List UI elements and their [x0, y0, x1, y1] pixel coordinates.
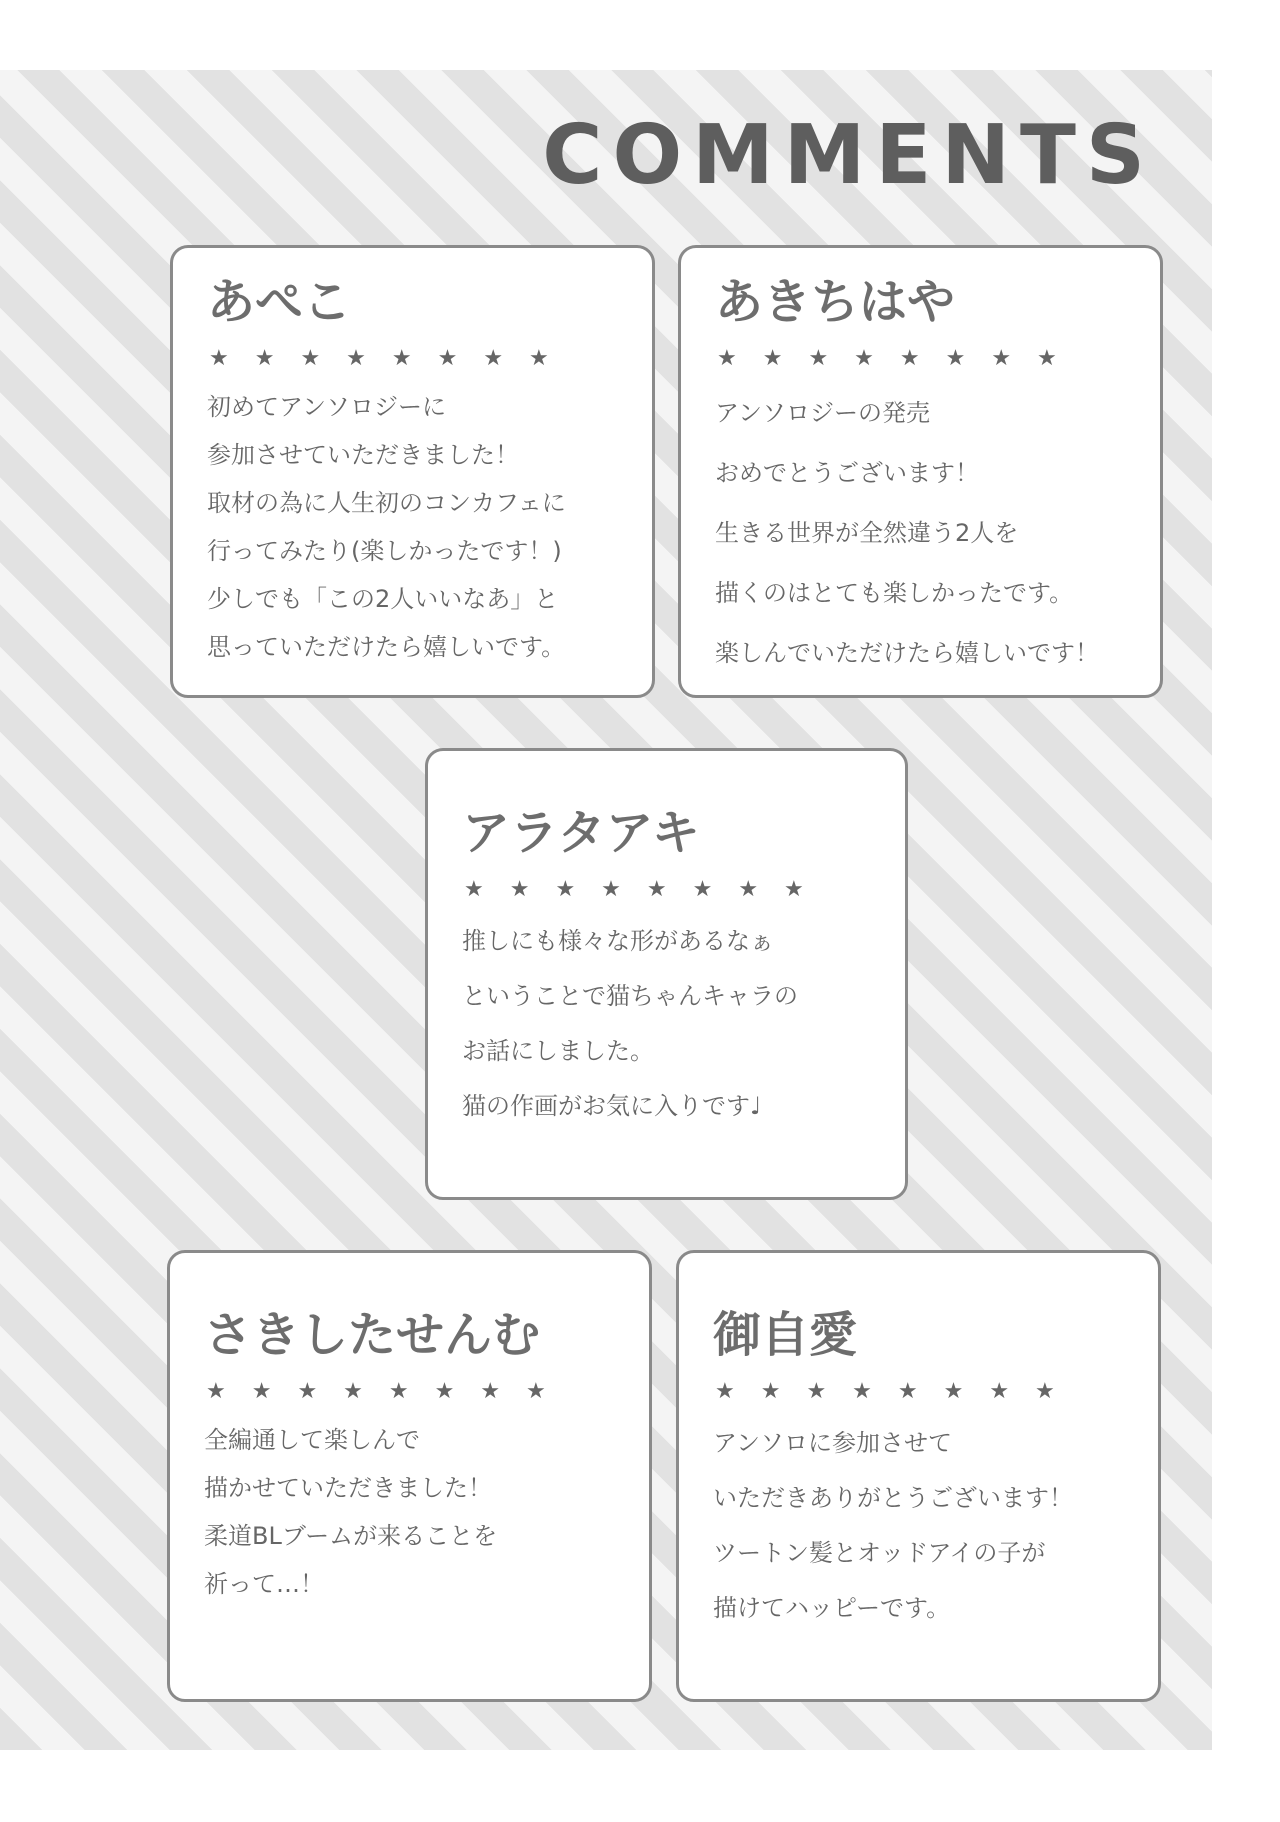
comment-line: 初めてアンソロジーに	[207, 392, 447, 421]
comment-line: 取材の為に人生初のコンカフェに	[207, 488, 566, 517]
comment-line: 思っていただけたら嬉しいです。	[207, 632, 566, 661]
comment-line: いただきありがとうございます！	[713, 1483, 1073, 1512]
comment-text	[207, 383, 620, 671]
comment-line: 行ってみたり(楽しかったです！)	[207, 536, 562, 565]
comment-card-akichihaya	[678, 245, 1163, 698]
comment-line: アンソロジーの発売	[715, 398, 931, 427]
comment-line: 猫の作画がお気に入りです♩	[462, 1091, 762, 1120]
comment-line: 全編通して楽しんで	[204, 1425, 420, 1454]
comment-line: 楽しんでいただけたら嬉しいです！	[715, 638, 1099, 667]
comment-text	[713, 1416, 1126, 1636]
author-name: 御自愛	[713, 1307, 858, 1363]
comment-card-apeko	[170, 245, 655, 698]
star-divider: ★★★★★★★★	[464, 876, 830, 902]
comment-line: 少しでも「この2人いいなあ」と	[207, 584, 559, 613]
star-divider: ★★★★★★★★	[715, 1378, 1081, 1404]
star-divider: ★★★★★★★★	[209, 345, 575, 371]
comment-line: ツートン髪とオッドアイの子が	[713, 1538, 1046, 1567]
comment-line: 参加させていただきました！	[207, 440, 519, 469]
comment-line: 描かせていただきました！	[204, 1473, 492, 1502]
comment-text	[204, 1416, 617, 1608]
author-name: あきちはや	[715, 274, 956, 330]
author-name: さきしたせんむ	[204, 1307, 541, 1363]
star-divider: ★★★★★★★★	[717, 345, 1083, 371]
comment-line: 描くのはとても楽しかったです。	[715, 578, 1074, 607]
comment-line: 生きる世界が全然違う2人を	[715, 518, 1019, 547]
comment-line: アンソロに参加させて	[713, 1428, 953, 1457]
comment-line: 推しにも様々な形があるなぁ	[462, 926, 774, 955]
comment-card-sakishitasenmu	[167, 1250, 652, 1702]
page-title: COMMENTS	[542, 108, 1155, 203]
comment-line: お話にしました。	[462, 1036, 654, 1065]
comment-line: 柔道BLブームが来ることを	[204, 1521, 498, 1550]
comment-line: おめでとうございます！	[715, 458, 979, 487]
page-margin	[1212, 0, 1280, 1822]
comment-card-aratataki	[425, 748, 908, 1200]
comment-text	[715, 383, 1128, 683]
comment-line: 祈って…！	[204, 1569, 324, 1598]
comment-card-gojiai	[676, 1250, 1161, 1702]
author-name: あぺこ	[207, 274, 352, 330]
comment-line: ということで猫ちゃんキャラの	[462, 981, 798, 1010]
comment-line: 描けてハッピーです。	[713, 1593, 951, 1622]
star-divider: ★★★★★★★★	[206, 1378, 572, 1404]
author-name: アラタアキ	[462, 805, 700, 861]
comment-text	[462, 914, 873, 1134]
